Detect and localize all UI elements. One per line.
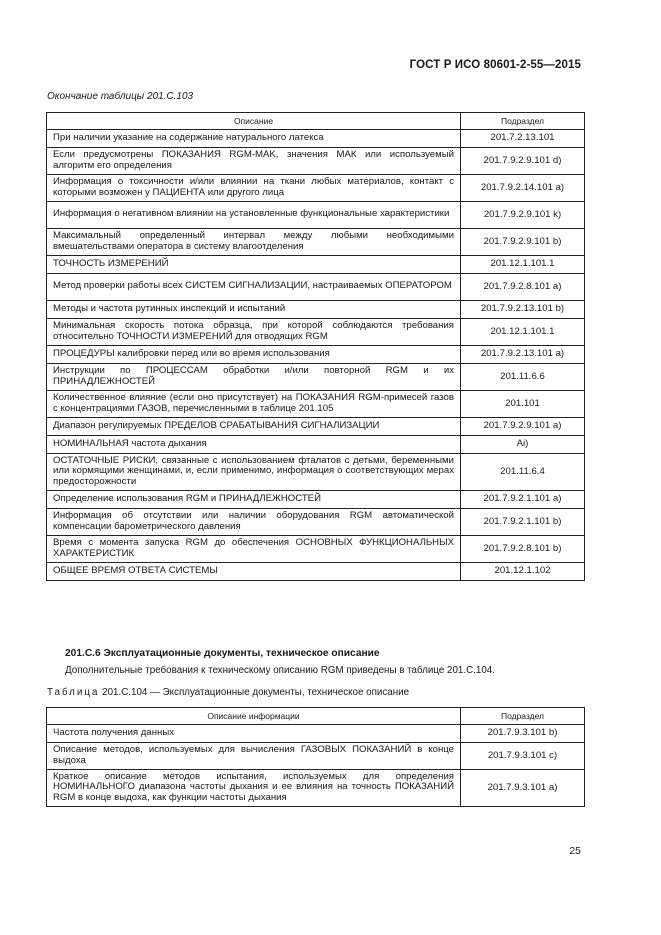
row-subsection: 201.101 <box>461 391 585 418</box>
row-subsection: Ai) <box>461 436 585 454</box>
table-row <box>47 491 585 509</box>
table-row <box>47 770 585 807</box>
column-header-description: Описание <box>47 113 461 130</box>
row-description: Частота получения данных <box>47 725 461 743</box>
row-subsection: 201.7.9.2.8.101 b) <box>461 536 585 563</box>
table-caption: Окончание таблицы 201.C.103 <box>47 91 194 102</box>
table-row <box>47 256 585 274</box>
page-number: 25 <box>569 845 581 857</box>
row-description: Диапазон регулируемых ПРЕДЕЛОВ СРАБАТЫВАНИЯ СИГНАЛИЗАЦИИ <box>47 418 461 436</box>
table-header-row <box>47 113 585 130</box>
table-row <box>47 175 585 202</box>
table-row <box>47 148 585 175</box>
table-row <box>47 725 585 743</box>
row-description: ОБЩЕЕ ВРЕМЯ ОТВЕТА СИСТЕМЫ <box>47 563 461 581</box>
column-header-description: Описание информации <box>47 708 461 725</box>
column-header-subsection: Подраздел <box>461 113 585 130</box>
table-caption-2 <box>47 687 409 698</box>
row-description: ТОЧНОСТЬ ИЗМЕРЕНИЙ <box>47 256 461 274</box>
row-subsection: 201.7.9.2.1.101 a) <box>461 491 585 509</box>
row-subsection: 201.7.9.2.13.101 b) <box>461 301 585 319</box>
table-row <box>47 130 585 148</box>
row-subsection: 201.7.9.2.9.101 a) <box>461 418 585 436</box>
table-header-row <box>47 708 585 725</box>
table-row <box>47 319 585 346</box>
row-subsection: 201.7.9.2.9.101 k) <box>461 202 585 229</box>
table-row <box>47 301 585 319</box>
row-description: ПРОЦЕДУРЫ калибровки перед или во время использования <box>47 346 461 364</box>
section-title: 201.C.6 Эксплуатационные документы, техническое описание <box>65 648 380 659</box>
requirements-table <box>46 112 585 581</box>
table-row <box>47 454 585 491</box>
row-subsection: 201.12.1.101.1 <box>461 319 585 346</box>
section-paragraph: Дополнительные требования к техническому описанию RGM приведены в таблице 201.C.104. <box>65 665 495 676</box>
row-description: Информация о токсичности и/или влиянии на ткани любых материалов, контакт с которыми возможен у ПАЦИЕНТА или другого лица <box>47 175 461 202</box>
row-description: Описание методов, используемых для вычисления ГАЗОВЫХ ПОКАЗАНИЙ в конце выдоха <box>47 743 461 770</box>
row-description: Методы и частота рутинных инспекций и испытаний <box>47 301 461 319</box>
table-row <box>47 436 585 454</box>
table-row <box>47 346 585 364</box>
row-description: Количественное влияние (если оно присутствует) на ПОКАЗАНИЯ RGM-примесей газов с концентрациями ГАЗОВ, перечисленными в таблице 201.105 <box>47 391 461 418</box>
table-row <box>47 202 585 229</box>
row-description: НОМИНАЛЬНАЯ частота дыхания <box>47 436 461 454</box>
row-description: Определение использования RGM и ПРИНАДЛЕЖНОСТЕЙ <box>47 491 461 509</box>
table-row <box>47 391 585 418</box>
row-description: Минимальная скорость потока образца, при которой соблюдаются требования относительно ТОЧНОСТИ ИЗМЕРЕНИЙ для отводящих RGM <box>47 319 461 346</box>
table-caption-label: Таблица <box>47 687 100 698</box>
row-subsection: 201.7.2.13.101 <box>461 130 585 148</box>
table-row <box>47 229 585 256</box>
row-subsection: 201.7.9.2.9.101 b) <box>461 229 585 256</box>
row-description: Максимальный определенный интервал между любыми необходимыми вмешательствами оператора в систему влагоотделения <box>47 229 461 256</box>
row-subsection: 201.12.1.101.1 <box>461 256 585 274</box>
document-code: ГОСТ Р ИСО 80601-2-55—2015 <box>409 59 581 71</box>
row-description: Информация об отсутствии или наличии оборудования RGM автоматической компенсации барометрического давления <box>47 509 461 536</box>
table-caption-text: 201.C.104 — Эксплуатационные документы, техническое описание <box>102 687 410 698</box>
column-header-subsection: Подраздел <box>461 708 585 725</box>
row-description: Если предусмотрены ПОКАЗАНИЯ RGM-MAK, значения МАК или используемый алгоритм его определения <box>47 148 461 175</box>
table-row <box>47 536 585 563</box>
table-row <box>47 509 585 536</box>
row-subsection: 201.7.9.3.101 c) <box>461 743 585 770</box>
table-row <box>47 418 585 436</box>
table-row <box>47 274 585 301</box>
row-subsection: 201.7.9.3.101 b) <box>461 725 585 743</box>
table-row <box>47 364 585 391</box>
table-row <box>47 743 585 770</box>
row-subsection: 201.11.6.4 <box>461 454 585 491</box>
row-subsection: 201.7.9.2.8.101 a) <box>461 274 585 301</box>
row-subsection: 201.7.9.2.1.101 b) <box>461 509 585 536</box>
technical-description-table <box>46 707 585 807</box>
row-subsection: 201.7.9.2.9.101 d) <box>461 148 585 175</box>
row-description: Информация о негативном влиянии на установленные функциональные характеристики <box>47 202 461 229</box>
table-row <box>47 563 585 581</box>
row-description: ОСТАТОЧНЫЕ РИСКИ, связанные с использованием фталатов с детьми, беременными или кормящими женщинами, и, если применимо, информация о соответствующих мерах предосторожности <box>47 454 461 491</box>
row-subsection: 201.12.1.102 <box>461 563 585 581</box>
row-description: Краткое описание методов испытания, используемых для определения НОМИНАЛЬНОГО диапазона частоты дыхания и ее влияния на точность ПОКАЗАНИЙ RGM в конце выдоха, как функции частоты дыхания <box>47 770 461 807</box>
row-subsection: 201.7.9.2.14.101 a) <box>461 175 585 202</box>
row-description: Время с момента запуска RGM до обеспечения ОСНОВНЫХ ФУНКЦИОНАЛЬНЫХ ХАРАКТЕРИСТИК <box>47 536 461 563</box>
row-subsection: 201.7.9.2.13.101 a) <box>461 346 585 364</box>
row-subsection: 201.7.9.3.101 a) <box>461 770 585 807</box>
row-description: При наличии указание на содержание натурального латекса <box>47 130 461 148</box>
row-description: Метод проверки работы всех СИСТЕМ СИГНАЛИЗАЦИИ, настраиваемых ОПЕРАТОРОМ <box>47 274 461 301</box>
row-subsection: 201.11.6.6 <box>461 364 585 391</box>
row-description: Инструкции по ПРОЦЕССАМ обработки и/или повторной RGM и их ПРИНАДЛЕЖНОСТЕЙ <box>47 364 461 391</box>
